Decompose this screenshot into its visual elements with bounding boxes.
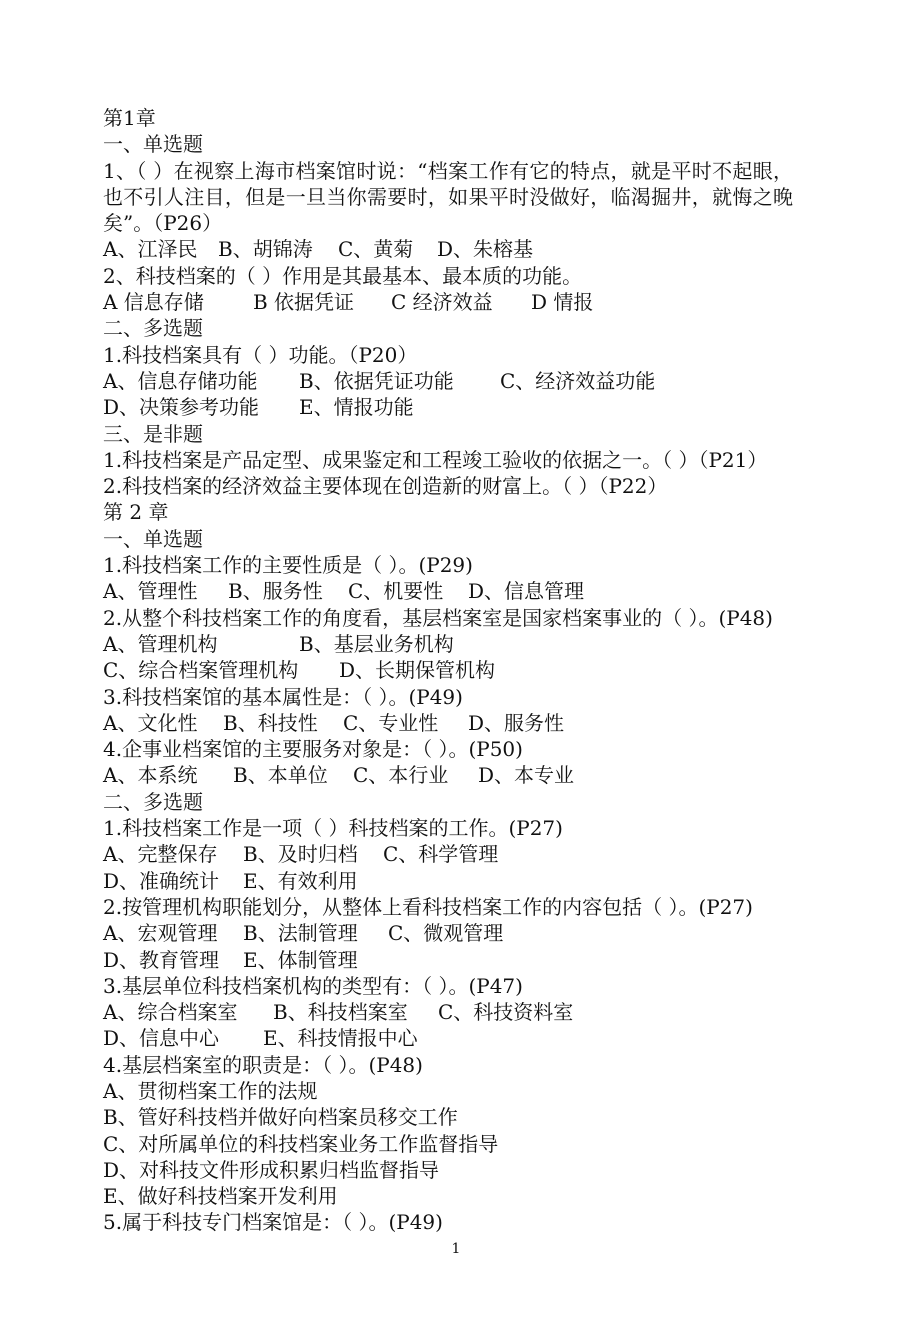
ch2-multi-q2-options-row-2 bbox=[103, 947, 863, 973]
ch2-multi-q4: 4.基层档案室的职责是：（ ）。(P48) bbox=[103, 1052, 423, 1077]
page-number: 1 bbox=[451, 1241, 461, 1257]
ch2-multi-q1: 1.科技档案工作是一项（ ）科技档案的工作。(P27) bbox=[103, 816, 563, 841]
ch1-multi-choice-heading: 二、多选题 bbox=[103, 316, 203, 341]
ch2-multi-choice-heading: 二、多选题 bbox=[103, 789, 203, 814]
ch2-single-choice-heading: 一、单选题 bbox=[103, 526, 203, 551]
ch2-single-q3: 3.科技档案馆的基本属性是：（ ）。(P49) bbox=[103, 684, 463, 709]
ch2-multi-q2-options-row-1 bbox=[103, 920, 863, 946]
ch1-true-false-q2: 2.科技档案的经济效益主要体现在创造新的财富上。（ ）（P22） bbox=[103, 474, 668, 499]
option-c: C、本行业 bbox=[353, 763, 449, 788]
option-c: C、黄菊 bbox=[338, 237, 414, 262]
ch1-single-q1-line-1: 1、（ ）在视察上海市档案馆时说：“档案工作有它的特点，就是平时不起眼， bbox=[103, 158, 793, 183]
ch2-multi-q3: 3.基层单位科技档案机构的类型有：（ ）。(P47) bbox=[103, 973, 523, 998]
option-d: D、长期保管机构 bbox=[339, 658, 496, 683]
ch2-single-q4: 4.企事业档案馆的主要服务对象是：（ ）。(P50) bbox=[103, 737, 523, 762]
option-e: E、情报功能 bbox=[299, 395, 414, 420]
ch2-single-q2: 2.从整个科技档案工作的角度看，基层档案室是国家档案事业的（ ）。(P48) bbox=[103, 605, 773, 630]
ch1-single-q2: 2、科技档案的（ ）作用是其最基本、最本质的功能。 bbox=[103, 263, 583, 288]
ch2-single-q1: 1.科技档案工作的主要性质是（ ）。(P29) bbox=[103, 553, 473, 578]
ch2-multi-q1-options-row-1 bbox=[103, 841, 863, 867]
option-a: A、本系统 bbox=[103, 763, 198, 788]
option-e: E、科技情报中心 bbox=[263, 1026, 418, 1051]
option-a: A、信息存储功能 bbox=[103, 368, 258, 393]
ch2-single-q2-options-row-2 bbox=[103, 657, 863, 683]
option-c: C、经济效益功能 bbox=[500, 368, 656, 393]
ch2-multi-q4-option-c: C、对所属单位的科技档案业务工作监督指导 bbox=[103, 1131, 499, 1156]
option-a: A、管理机构 bbox=[103, 631, 218, 656]
ch1-true-false-q1: 1.科技档案是产品定型、成果鉴定和工程竣工验收的依据之一。（ ）（P21） bbox=[103, 447, 768, 472]
ch2-multi-q3-options-row-1 bbox=[103, 999, 863, 1025]
option-a: A、江泽民 bbox=[103, 237, 198, 262]
option-b: B 依据凭证 bbox=[253, 290, 355, 315]
option-a: A、宏观管理 bbox=[103, 921, 218, 946]
option-b: B、科技性 bbox=[223, 710, 318, 735]
option-a: A、管理性 bbox=[103, 579, 198, 604]
option-b: B、基层业务机构 bbox=[299, 631, 454, 656]
ch1-single-q2-options bbox=[103, 289, 863, 315]
ch1-true-false-heading: 三、是非题 bbox=[103, 421, 203, 446]
ch1-single-q1-options bbox=[103, 236, 863, 262]
option-a: A、文化性 bbox=[103, 710, 198, 735]
ch2-single-q1-options bbox=[103, 578, 863, 604]
option-b: B、法制管理 bbox=[243, 921, 358, 946]
option-d: D、服务性 bbox=[468, 710, 565, 735]
chapter-1-title: 第1章 bbox=[103, 106, 156, 130]
ch2-multi-q3-options-row-2 bbox=[103, 1025, 863, 1051]
option-d: D、朱榕基 bbox=[437, 237, 534, 262]
ch1-multi-q1-options-row-1 bbox=[103, 368, 863, 394]
ch1-single-q1-line-3: 矣”。（P26） bbox=[103, 211, 223, 236]
option-e: E、体制管理 bbox=[243, 947, 358, 972]
option-d: D、决策参考功能 bbox=[103, 395, 260, 420]
option-b: B、科技档案室 bbox=[273, 1000, 408, 1025]
ch1-single-choice-heading: 一、单选题 bbox=[103, 132, 203, 157]
option-c: C、机要性 bbox=[348, 579, 444, 604]
ch2-multi-q1-options-row-2 bbox=[103, 868, 863, 894]
ch2-multi-q5: 5.属于科技专门档案馆是：（ ）。(P49) bbox=[103, 1210, 443, 1235]
option-c: C、微观管理 bbox=[388, 921, 504, 946]
option-b: B、及时归档 bbox=[243, 842, 358, 867]
ch2-multi-q4-option-b: B、管好科技档并做好向档案员移交工作 bbox=[103, 1105, 458, 1130]
option-c: C、科学管理 bbox=[383, 842, 499, 867]
option-d: D、本专业 bbox=[478, 763, 575, 788]
ch1-multi-q1-options-row-2 bbox=[103, 394, 863, 420]
ch2-multi-q4-option-a: A、贯彻档案工作的法规 bbox=[103, 1078, 318, 1103]
option-a: A、综合档案室 bbox=[103, 1000, 238, 1025]
option-c: C、专业性 bbox=[343, 710, 439, 735]
option-d: D 情报 bbox=[531, 290, 594, 315]
option-b: B、胡锦涛 bbox=[218, 237, 313, 262]
option-d: D、信息管理 bbox=[468, 579, 585, 604]
ch2-multi-q4-option-e: E、做好科技档案开发利用 bbox=[103, 1184, 338, 1209]
option-d: D、教育管理 bbox=[103, 947, 220, 972]
ch2-multi-q2: 2.按管理机构职能划分，从整体上看科技档案工作的内容包括（ ）。(P27) bbox=[103, 894, 753, 919]
ch1-single-q1-line-2: 也不引人注目，但是一旦当你需要时，如果平时没做好，临渴掘井，就悔之晚 bbox=[103, 184, 793, 209]
chapter-2-title: 第 2 章 bbox=[103, 500, 169, 525]
option-d: D、准确统计 bbox=[103, 868, 220, 893]
option-a: A 信息存储 bbox=[103, 290, 204, 315]
document-body bbox=[103, 105, 863, 1236]
ch2-single-q3-options bbox=[103, 710, 863, 736]
option-a: A、完整保存 bbox=[103, 842, 218, 867]
option-c: C、综合档案管理机构 bbox=[103, 658, 299, 683]
option-b: B、依据凭证功能 bbox=[299, 368, 454, 393]
option-c: C 经济效益 bbox=[391, 290, 493, 315]
ch1-multi-q1: 1.科技档案具有（ ）功能。（P20） bbox=[103, 342, 418, 367]
option-b: B、本单位 bbox=[233, 763, 328, 788]
ch2-multi-q4-option-d: D、对科技文件形成积累归档监督指导 bbox=[103, 1157, 440, 1182]
ch2-single-q2-options-row-1 bbox=[103, 631, 863, 657]
option-b: B、服务性 bbox=[228, 579, 323, 604]
option-d: D、信息中心 bbox=[103, 1026, 220, 1051]
option-e: E、有效利用 bbox=[243, 868, 358, 893]
ch2-single-q4-options bbox=[103, 762, 863, 788]
option-c: C、科技资料室 bbox=[438, 1000, 574, 1025]
